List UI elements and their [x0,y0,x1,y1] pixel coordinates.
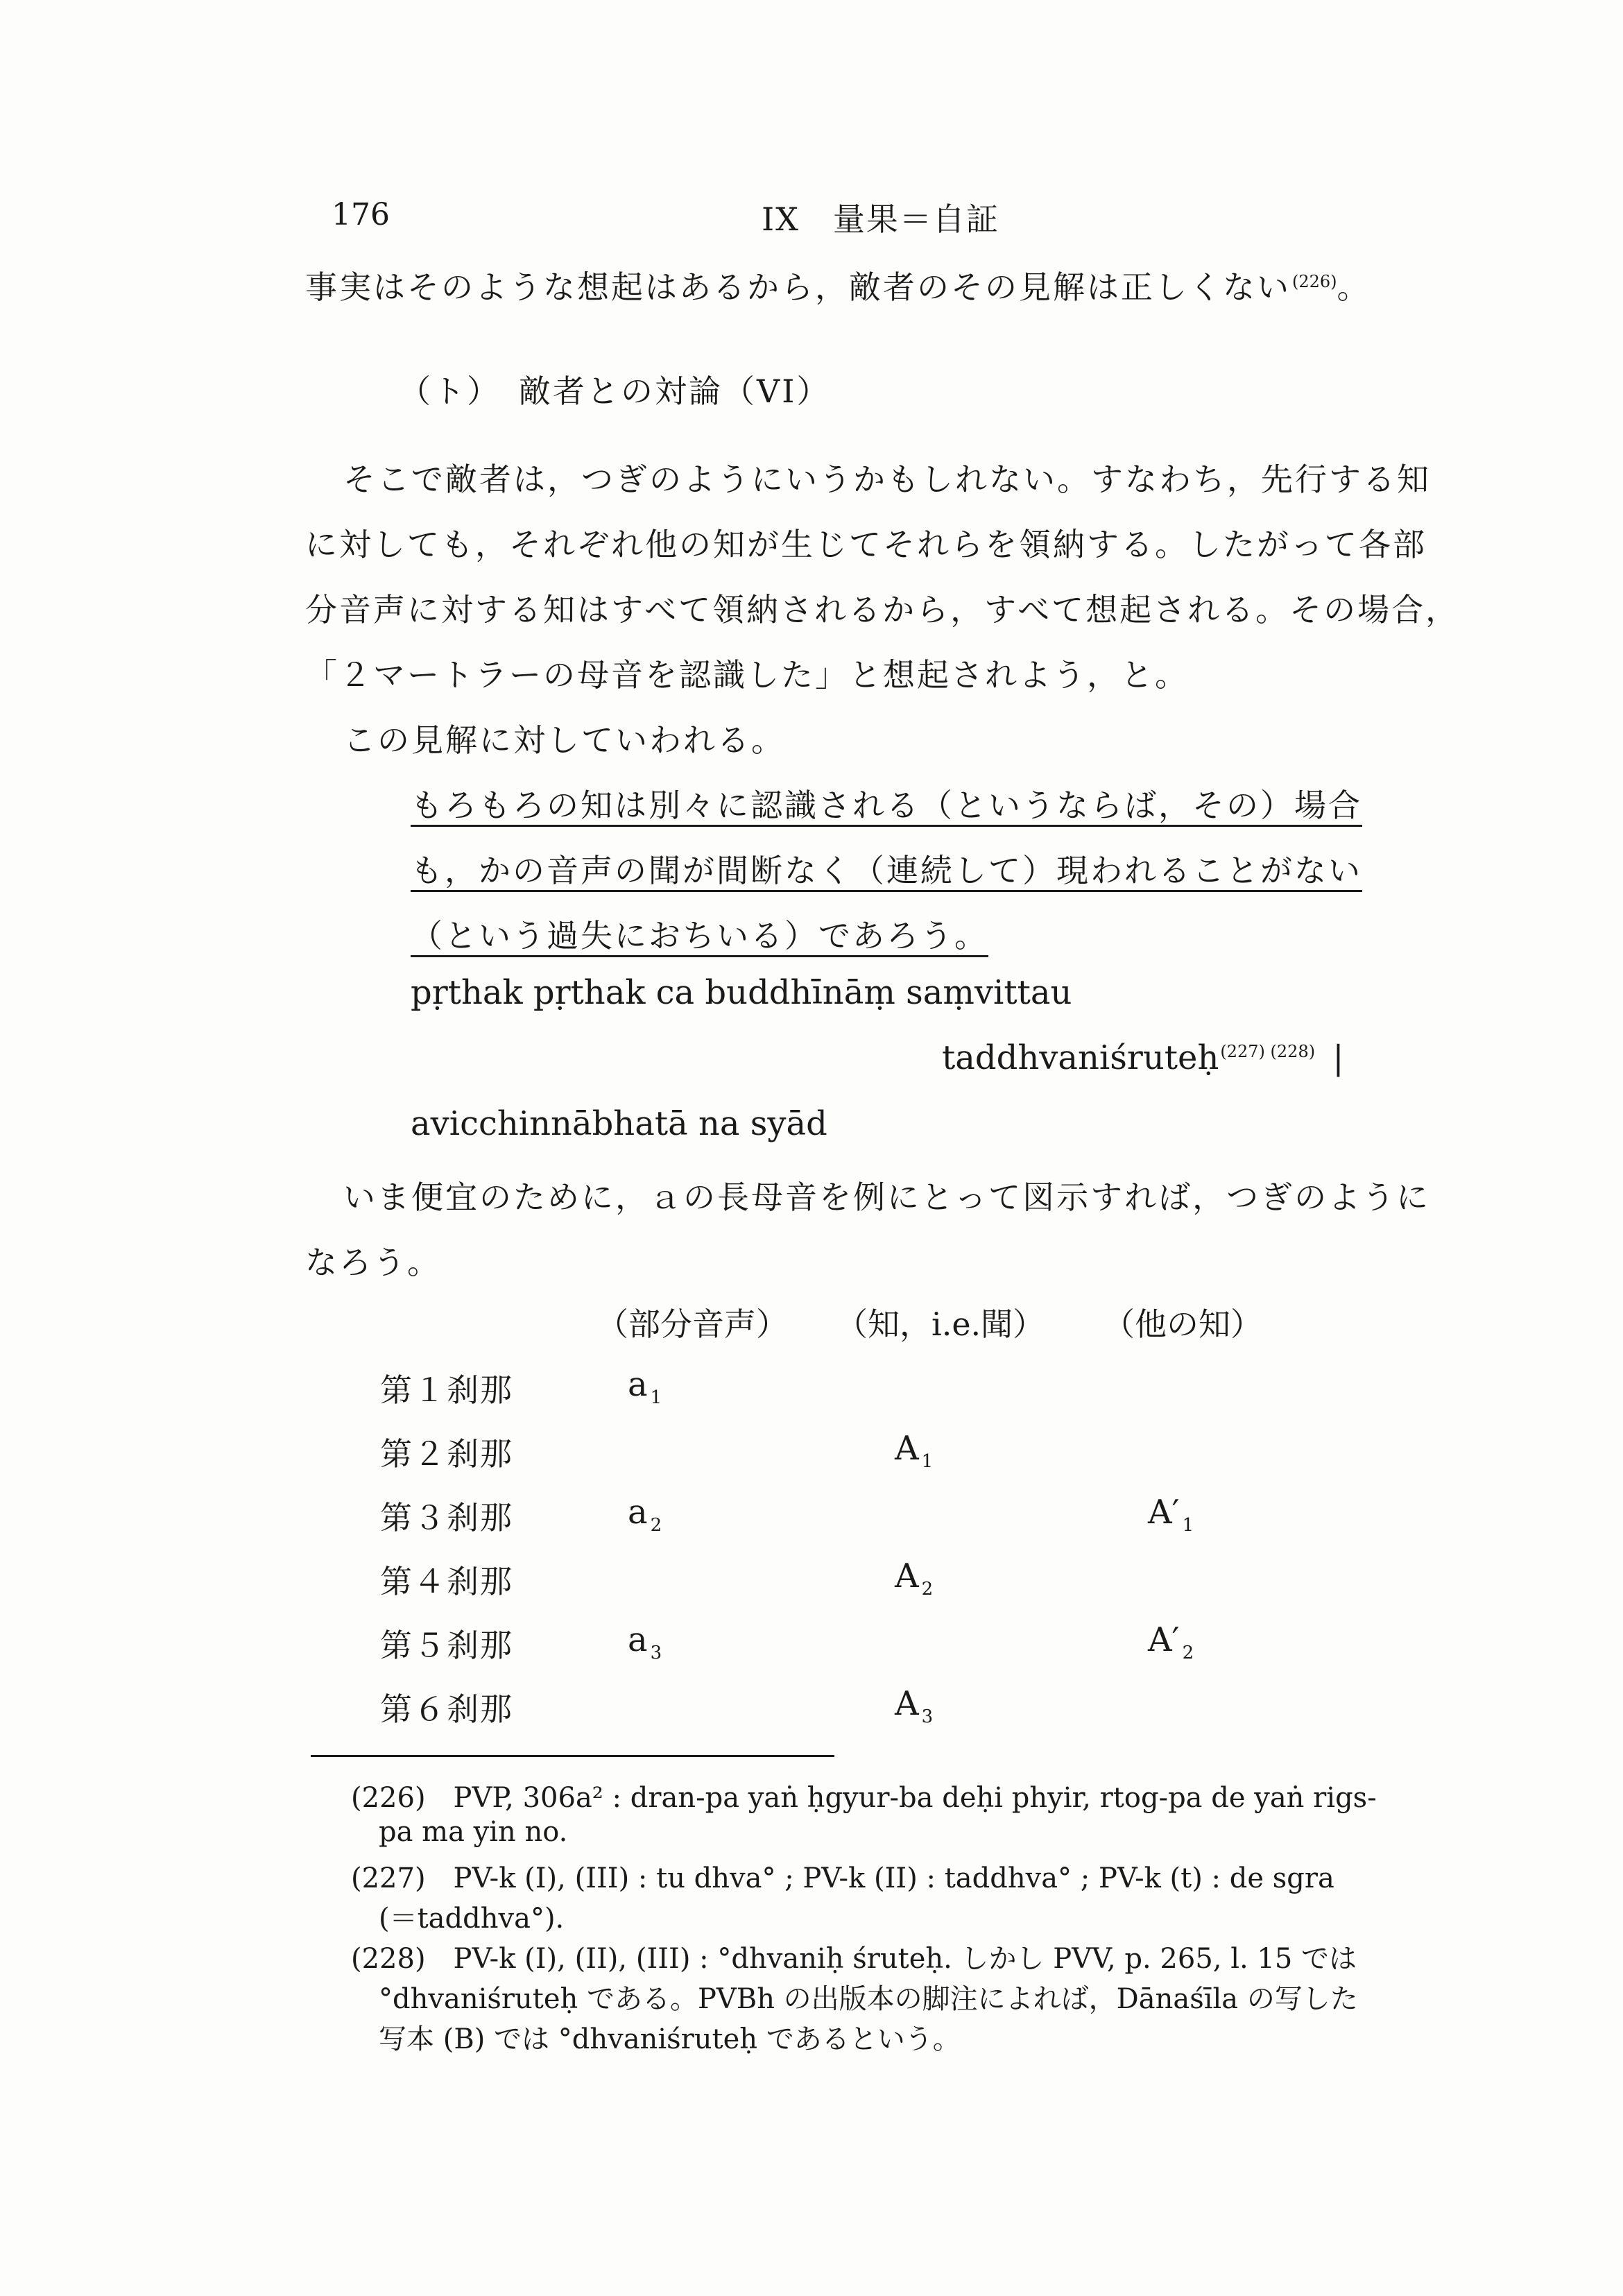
footnote-228-line: 写本 (B) では °dhvaniśruteḥ であるという。 [379,2023,961,2055]
table-cell [895,1684,933,1727]
moment-label: 第２刹那 [380,1435,513,1473]
cell-subscript: 3 [650,1642,662,1663]
footnote-227-line: (＝taddhva°). [379,1903,565,1935]
table-cell [1148,1620,1194,1663]
cell-symbol: A′ [1148,1620,1180,1659]
paragraph-line: に対しても，それぞれ他の知が生じてそれらを領納する。したがって各部 [305,526,1427,563]
moment-label: 第３刹那 [380,1499,513,1536]
quote-line: （という過失におちいる）であろう。 [411,917,988,954]
footnote-226-line: (226) PVP, 306a² : dran-pa yaṅ ḥgyur-ba deḥi phyir, rtog-pa de yaṅ rigs- [351,1782,1377,1814]
sanskrit-line [942,1038,1344,1077]
moment-label: 第５刹那 [380,1627,513,1664]
cell-subscript: 1 [1182,1514,1194,1536]
cell-symbol: A [895,1429,919,1468]
table-cell [895,1557,933,1600]
cell-subscript: 2 [650,1514,662,1536]
opening-line-text: 事実はそのような想起はあるから，敵者のその見解は正しくない [305,268,1291,306]
footnote-rule [311,1755,834,1757]
footnote-228-line: °dhvaniśruteḥ である。PVBh の出版本の脚注によれば，Dānaśīla の写した [379,1983,1358,2015]
cell-subscript: 1 [921,1450,934,1472]
table-header: （他の知） [1103,1305,1262,1343]
cell-symbol: a [628,1620,648,1659]
cell-subscript: 1 [650,1387,662,1408]
footnote-226-line: pa ma yin no. [379,1816,568,1848]
sanskrit-line: pṛthak pṛthak ca buddhīnāṃ saṃvittau [411,973,1072,1012]
moment-label: 第６刹那 [380,1690,513,1728]
cell-symbol: A [895,1684,919,1723]
footnote-ref-227-228: (227) (228) [1220,1042,1316,1061]
table-cell [628,1493,662,1536]
opening-line [305,262,1371,308]
paragraph-line: そこで敵者は，つぎのようにいうかもしれない。すなわち，先行する知 [343,461,1431,498]
table-cell [628,1365,662,1408]
cell-subscript: 2 [921,1578,934,1600]
footnote-ref-226: (226) [1292,271,1337,291]
paragraph-line: なろう。 [305,1244,441,1281]
table-cell [895,1429,933,1472]
cell-symbol: a [628,1365,648,1404]
section-heading: （ト） 敵者との対論（VI） [399,372,831,410]
table-header: （知，i.e.聞） [836,1305,1045,1343]
opening-line-end: 。 [1337,268,1371,306]
sanskrit-word: taddhvaniśruteḥ [942,1038,1219,1077]
page-number: 176 [332,197,390,232]
cell-symbol: a [628,1493,648,1532]
footnote-228-line: (228) PV-k (I), (II), (III) : °dhvaniḥ śruteḥ. しかし PVV, p. 265, l. 15 では [351,1943,1357,1975]
paragraph-line: この見解に対していわれる。 [343,721,785,759]
cell-symbol: A′ [1148,1493,1180,1532]
danda-mark: | [1332,1038,1344,1077]
table-cell [628,1620,662,1663]
quote-line: もろもろの知は別々に認識される（というならば，その）場合 [411,787,1362,824]
paragraph-line: 「２マートラーの母音を認識した」と想起されよう，と。 [305,656,1189,694]
footnote-227-line: (227) PV-k (I), (III) : tu dhva° ; PV-k (II) : taddhva° ; PV-k (t) : de sgra [351,1862,1334,1894]
paragraph-line: 分音声に対する知はすべて領納されるから，すべて想起される。その場合， [305,591,1460,628]
moment-label: 第１刹那 [380,1371,513,1409]
running-header: IX 量果＝自証 [762,200,999,238]
cell-symbol: A [895,1557,919,1595]
table-cell [1148,1493,1194,1536]
table-header: （部分音声） [596,1305,788,1343]
sanskrit-line: avicchinnābhatā na syād [411,1104,827,1143]
moment-label: 第４刹那 [380,1563,513,1600]
quote-line: も，かの音声の聞が間断なく（連続して）現われることがない [411,852,1362,889]
cell-subscript: 2 [1182,1642,1194,1663]
paragraph-line: いま便宜のために，ａの長母音を例にとって図示すれば，つぎのように [343,1179,1431,1216]
cell-subscript: 3 [921,1706,934,1727]
